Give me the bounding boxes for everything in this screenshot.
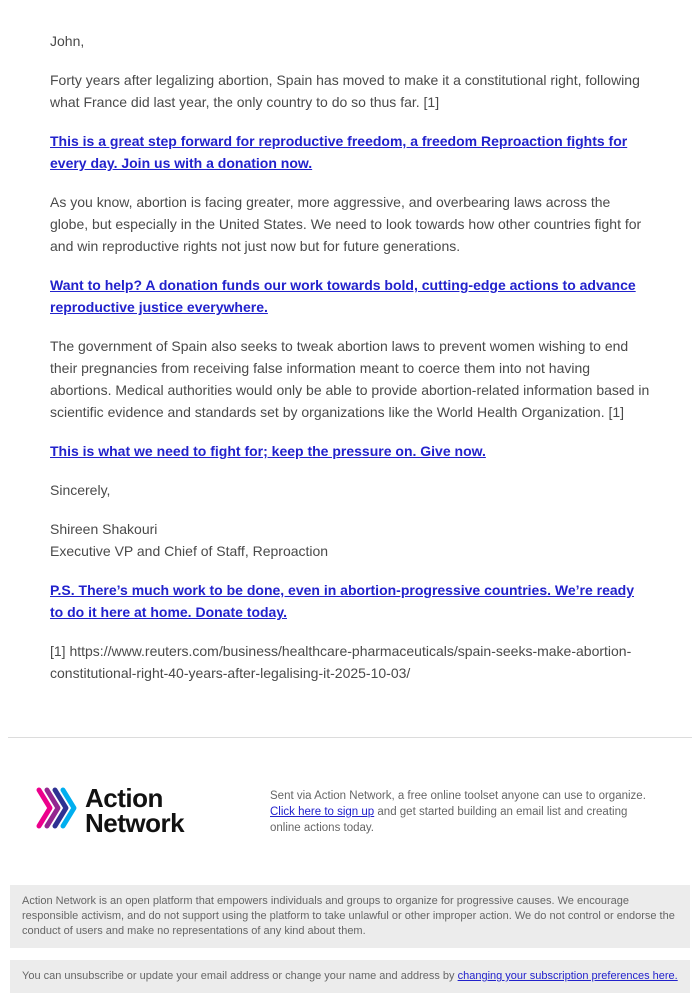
unsubscribe-box: [10, 960, 690, 993]
action-network-logo[interactable]: [35, 784, 270, 837]
sent-via-pre: Sent via Action Network, a free online toolset anyone can use to organize.: [270, 790, 646, 802]
paragraph-spain-constitutional: Forty years after legalizing abortion, Spain has moved to make it a constitutional right, following what France did last year, the only country to do so thus far. [1]: [50, 72, 640, 110]
sent-via-text: [270, 784, 660, 836]
cta-paragraph-3: [50, 440, 650, 462]
action-network-chevrons-icon: [35, 784, 77, 837]
wordmark-line-1: Action: [85, 782, 163, 813]
unsubscribe-text: You can unsubscribe or update your email address or change your name and address by: [22, 970, 458, 982]
footer-branding-row: [0, 738, 700, 837]
platform-disclaimer-text: Action Network is an open platform that empowers individuals and groups to organize for progressive causes. We encourage responsible activism, and do not support using the platform to take unlawful or other improper action. We do not control or endorse the conduct of users and make no representations of any kind about them.: [22, 895, 675, 937]
greeting: John,: [50, 33, 85, 49]
signature-name: Shireen Shakouri: [50, 521, 158, 537]
donate-link-3[interactable]: This is what we need to fight for; keep the pressure on. Give now.: [50, 443, 486, 459]
donate-link-2[interactable]: Want to help? A donation funds our work towards bold, cutting-edge actions to advance reproductive justice everywhere.: [50, 277, 636, 315]
signature-title: Executive VP and Chief of Staff, Reproaction: [50, 543, 329, 559]
footnote-citation: [1] https://www.reuters.com/business/healthcare-pharmaceuticals/spain-seeks-make-abortion-constitutional-right-40-years-after-legalising-it-2025-10-03/: [50, 643, 632, 681]
cta-paragraph-2: [50, 274, 650, 318]
action-network-wordmark: [85, 782, 185, 838]
subscription-preferences-link[interactable]: changing your subscription preferences here.: [457, 970, 678, 982]
signup-link[interactable]: Click here to sign up: [270, 806, 375, 818]
signoff: Sincerely,: [50, 482, 111, 498]
signature: [50, 518, 650, 562]
paragraph-global-laws: As you know, abortion is facing greater, more aggressive, and overbearing laws across the globe, but especially in the United States. We need to look towards how other countries fight for and win reproductive rights not just now but for future generations.: [50, 194, 642, 254]
paragraph-spain-information: The government of Spain also seeks to tweak abortion laws to prevent women wishing to end their pregnancies from receiving false information meant to coerce them into not having abortions. Medical authorities would only be able to provide abortion-related information based in scientific evidence and standards set by organizations like the World Health Organization. [1]: [50, 338, 650, 420]
donate-link-ps[interactable]: P.S. There’s much work to be done, even in abortion-progressive countries. We’re ready to do it here at home. Donate today.: [50, 582, 635, 620]
wordmark-line-2: Network: [85, 807, 185, 838]
donate-link-1[interactable]: This is a great step forward for reproductive freedom, a freedom Reproaction fights for every day. Join us with a donation now.: [50, 133, 628, 171]
cta-paragraph-1: [50, 130, 650, 174]
platform-disclaimer-box: [10, 885, 690, 948]
sent-via-post: and get started building an email list and creating online actions today.: [270, 806, 628, 834]
cta-paragraph-ps: [50, 579, 650, 623]
